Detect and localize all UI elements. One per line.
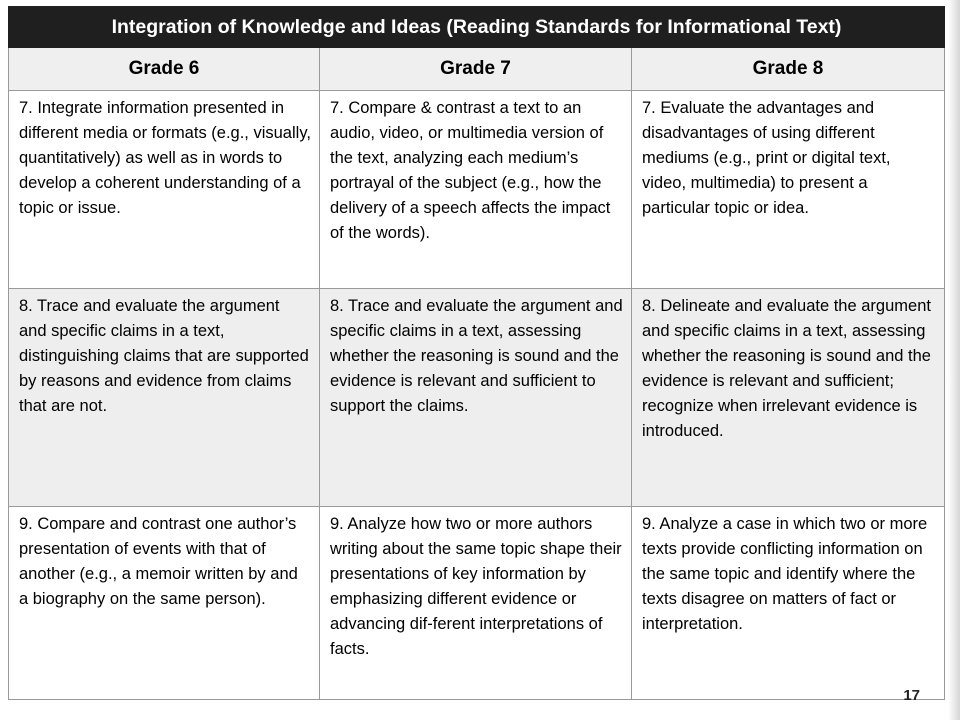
grade-header-row <box>9 48 945 91</box>
page-number: 17 <box>903 687 920 704</box>
grade-8-header: Grade 8 <box>632 48 945 91</box>
standard-8-grade-8: 8. Delineate and evaluate the argument and specific claims in a text, assessing whether the reasoning is sound and the evidence is relevant and sufficient; recognize when irrelevant evidence is introduced. <box>632 289 945 507</box>
standards-table <box>8 6 945 700</box>
standard-8-grade-7: 8. Trace and evaluate the argument and specific claims in a text, assessing whether the reasoning is sound and the evidence is relevant and sufficient to support the claims. <box>320 289 632 507</box>
standard-9-grade-6: 9. Compare and contrast one author’s presentation of events with that of another (e.g., a memoir written by and a biography on the same person). <box>9 507 320 700</box>
standard-8-grade-6: 8. Trace and evaluate the argument and specific claims in a text, distinguishing claims that are supported by reasons and evidence from claims that are not. <box>9 289 320 507</box>
grade-6-header: Grade 6 <box>9 48 320 91</box>
table-row <box>9 91 945 289</box>
standard-9-grade-8: 9. Analyze a case in which two or more texts provide conflicting information on the same topic and identify where the texts disagree on matters of fact or interpretation. <box>632 507 945 700</box>
title-row <box>9 7 945 48</box>
table-row <box>9 507 945 700</box>
standard-9-grade-7: 9. Analyze how two or more authors writing about the same topic shape their presentations of key information by emphasizing different evidence or advancing dif-ferent interpretations of facts. <box>320 507 632 700</box>
standard-7-grade-6: 7. Integrate information presented in different media or formats (e.g., visually, quantitatively) as well as in words to develop a coherent understanding of a topic or issue. <box>9 91 320 289</box>
standard-7-grade-8: 7. Evaluate the advantages and disadvantages of using different mediums (e.g., print or digital text, video, multimedia) to present a particular topic or idea. <box>632 91 945 289</box>
standard-7-grade-7: 7. Compare & contrast a text to an audio, video, or multimedia version of the text, analyzing each medium’s portrayal of the subject (e.g., how the delivery of a speech affects the impact of the words). <box>320 91 632 289</box>
grade-7-header: Grade 7 <box>320 48 632 91</box>
table-row <box>9 289 945 507</box>
table-title: Integration of Knowledge and Ideas (Reading Standards for Informational Text) <box>9 7 945 48</box>
slide-edge-shadow <box>948 0 960 720</box>
